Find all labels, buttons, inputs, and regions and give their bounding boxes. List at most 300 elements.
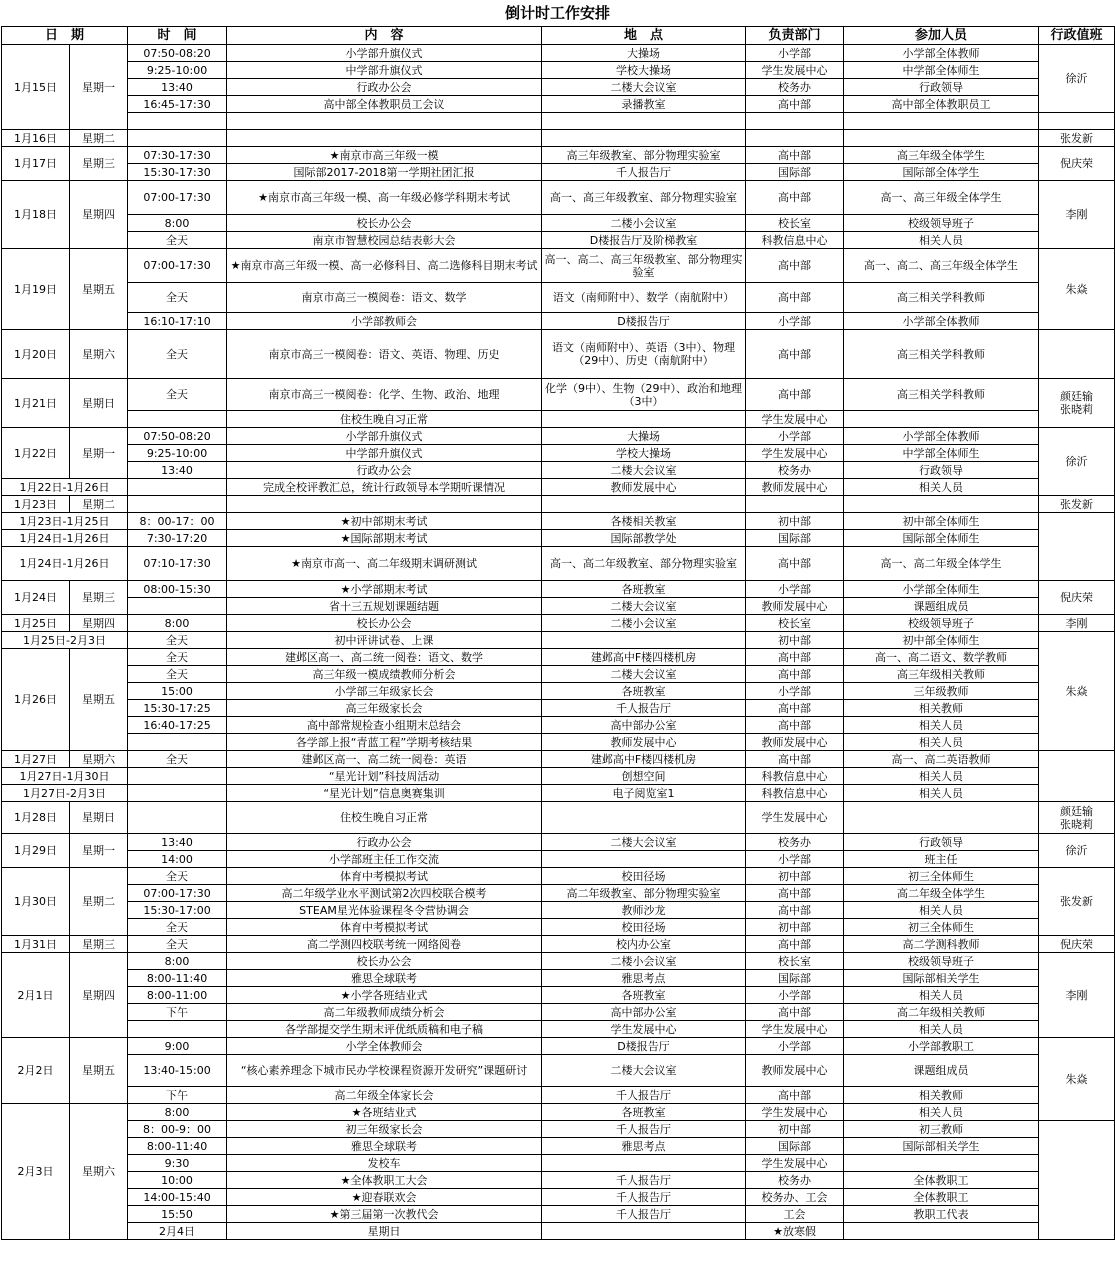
table-cell: 校田径场 (542, 919, 746, 936)
schedule-body (2, 45, 1115, 1240)
table-cell: 初三年级家长会 (227, 1121, 542, 1138)
table-cell (1039, 113, 1115, 130)
table-cell: 星期五 (70, 1038, 128, 1104)
table-cell: 相关人员 (844, 902, 1039, 919)
table-cell: 发校车 (227, 1155, 542, 1172)
table-cell: 初中部 (746, 1121, 844, 1138)
table-cell: 中学部全体师生 (844, 445, 1039, 462)
table-cell: 高中部 (746, 181, 844, 215)
table-cell: 高二年级教室、部分物理实验室 (542, 885, 746, 902)
table-cell: 校级领导班子 (844, 953, 1039, 970)
table-cell: 学生发展中心 (746, 1104, 844, 1121)
table-cell: 星期五 (70, 249, 128, 330)
table-cell: 千人报告厅 (542, 1087, 746, 1104)
table-cell: 8:00-11:40 (128, 970, 227, 987)
table-cell: 高一、高二年级教室、部分物理实验室 (542, 547, 746, 581)
table-cell: 教师发展中心 (746, 598, 844, 615)
table-row (2, 1189, 1115, 1206)
table-row (2, 953, 1115, 970)
table-cell: 国际部 (746, 164, 844, 181)
table-row (2, 411, 1115, 428)
table-row (2, 751, 1115, 768)
table-cell: 初中部 (746, 513, 844, 530)
table-cell: 星期六 (70, 751, 128, 768)
table-cell: 校务办、工会 (746, 1189, 844, 1206)
table-cell: 二楼小会议室 (542, 953, 746, 970)
table-row (2, 215, 1115, 232)
table-cell: 1月17日 (2, 147, 70, 181)
table-cell: 10:00 (128, 1172, 227, 1189)
table-cell (227, 496, 542, 513)
table-row (2, 313, 1115, 330)
table-cell: 中学部升旗仪式 (227, 62, 542, 79)
table-cell: 15:30-17:00 (128, 902, 227, 919)
table-row (2, 330, 1115, 379)
table-row (2, 96, 1115, 113)
table-cell: 7:30-17:20 (128, 530, 227, 547)
table-cell: 高中部 (746, 330, 844, 379)
table-cell (128, 598, 227, 615)
table-cell: 星期一 (70, 834, 128, 868)
header-department: 负责部门 (746, 27, 844, 45)
table-cell: 千人报告厅 (542, 164, 746, 181)
table-cell: 国际部 (746, 1138, 844, 1155)
table-cell: 07:10-17:30 (128, 547, 227, 581)
table-cell: 千人报告厅 (542, 1121, 746, 1138)
table-cell: 教师发展中心 (542, 479, 746, 496)
table-row (2, 700, 1115, 717)
table-cell: 高二学测四校联考统一网络阅卷 (227, 936, 542, 953)
table-cell: 全天 (128, 936, 227, 953)
table-row (2, 970, 1115, 987)
table-cell: 1月24日 (2, 581, 70, 615)
table-cell: 雅思全球联考 (227, 970, 542, 987)
table-cell: 相关人员 (844, 1021, 1039, 1038)
table-cell: 星期四 (70, 181, 128, 249)
table-cell (542, 632, 746, 649)
table-cell: 教师发展中心 (746, 734, 844, 751)
table-cell: 1月23日-1月25日 (2, 513, 128, 530)
table-cell: 学生发展中心 (746, 802, 844, 834)
table-cell: 相关人员 (844, 479, 1039, 496)
table-cell: 校务办 (746, 834, 844, 851)
table-cell: “核心素养理念下城市民办学校课程资源开发研究”课题研讨 (227, 1055, 542, 1087)
table-cell: 星期六 (70, 330, 128, 379)
table-cell: 1月26日 (2, 649, 70, 751)
table-cell: 各班教室 (542, 1104, 746, 1121)
table-cell: 小学部 (746, 428, 844, 445)
table-cell: 9:25-10:00 (128, 445, 227, 462)
table-cell: 高二年级全体家长会 (227, 1087, 542, 1104)
table-cell: 高二年级相关教师 (844, 1004, 1039, 1021)
table-cell: 全天 (128, 283, 227, 313)
table-row (2, 62, 1115, 79)
table-cell: 行政办公会 (227, 462, 542, 479)
table-cell: 校级领导班子 (844, 215, 1039, 232)
table-cell: 国际部 (746, 970, 844, 987)
table-cell: STEAM星光体验课程冬令营协调会 (227, 902, 542, 919)
table-cell: 倪庆荣 (1039, 936, 1115, 953)
table-cell: 高二年级全体学生 (844, 885, 1039, 902)
table-cell: 高二学测科教师 (844, 936, 1039, 953)
table-cell: 相关教师 (844, 700, 1039, 717)
table-cell: 初三教师 (844, 1121, 1039, 1138)
table-cell: 高三年级一模成绩教师分析会 (227, 666, 542, 683)
table-cell: 倪庆荣 (1039, 147, 1115, 181)
table-cell: 各班教室 (542, 581, 746, 598)
table-row (2, 885, 1115, 902)
table-cell: 高中部 (746, 1004, 844, 1021)
table-cell: 各学部提交学生期末评优纸质稿和电子稿 (227, 1021, 542, 1038)
table-cell: 1月22日-1月26日 (2, 479, 128, 496)
table-cell: 07:50-08:20 (128, 45, 227, 62)
table-cell: 全天 (128, 919, 227, 936)
table-cell: 1月25日-2月3日 (2, 632, 128, 649)
table-cell: 07:30-17:30 (128, 147, 227, 164)
table-cell: 相关人员 (844, 1104, 1039, 1121)
table-cell: 1月21日 (2, 379, 70, 428)
table-cell: 高中部 (746, 283, 844, 313)
table-cell: 07:00-17:30 (128, 181, 227, 215)
table-cell: 校长室 (746, 215, 844, 232)
table-row (2, 113, 1115, 130)
table-row (2, 1104, 1115, 1121)
table-cell: 1月27日-1月30日 (2, 768, 128, 785)
table-row (2, 1038, 1115, 1055)
table-cell: 星期六 (70, 1104, 128, 1240)
table-cell: 小学部班主任工作交流 (227, 851, 542, 868)
table-cell: 2月3日 (2, 1104, 70, 1240)
table-cell: 相关人员 (844, 734, 1039, 751)
table-cell: 1月18日 (2, 181, 70, 249)
table-cell: 各班教室 (542, 987, 746, 1004)
table-cell: 国际部相关学生 (844, 970, 1039, 987)
table-row (2, 1206, 1115, 1223)
table-cell: 国际部教学处 (542, 530, 746, 547)
table-cell: 8:00 (128, 215, 227, 232)
table-cell: 初中部全体师生 (844, 632, 1039, 649)
table-cell: 全天 (128, 632, 227, 649)
table-cell: 高一、高二年级全体学生 (844, 547, 1039, 581)
table-cell: 高中部 (746, 96, 844, 113)
table-cell: 全天 (128, 379, 227, 411)
table-cell: 小学部 (746, 1038, 844, 1055)
table-cell: 高三年级教室、部分物理实验室 (542, 147, 746, 164)
table-cell (128, 113, 227, 130)
table-row (2, 666, 1115, 683)
table-cell: 星期日 (70, 802, 128, 834)
table-cell: 小学部 (746, 851, 844, 868)
table-cell: 小学部升旗仪式 (227, 428, 542, 445)
table-cell: 初中部全体师生 (844, 513, 1039, 530)
table-cell: 初中部 (746, 919, 844, 936)
table-cell (844, 411, 1039, 428)
table-cell: 初中评讲试卷、上课 (227, 632, 542, 649)
table-cell: 国际部全体师生 (844, 530, 1039, 547)
table-cell: 星期一 (70, 45, 128, 130)
table-cell: 张发新 (1039, 868, 1115, 936)
table-cell: ★南京市高三年级一模、高一必修科目、高二选修科目期末考试 (227, 249, 542, 283)
table-row (2, 598, 1115, 615)
table-cell: 下午 (128, 1087, 227, 1104)
table-cell (128, 496, 227, 513)
table-cell: 15:30-17:30 (128, 164, 227, 181)
table-row (2, 428, 1115, 445)
table-cell: 高中部 (746, 751, 844, 768)
table-cell: 大操场 (542, 45, 746, 62)
table-cell: 工会 (746, 1206, 844, 1223)
table-cell: 1月24日-1月26日 (2, 547, 128, 581)
table-cell: 徐沂 (1039, 834, 1115, 868)
table-cell: 教师沙龙 (542, 902, 746, 919)
table-cell: 李刚 (1039, 181, 1115, 249)
table-cell: 二楼大会议室 (542, 1055, 746, 1087)
table-cell (128, 785, 227, 802)
table-cell: 星期日 (227, 1223, 542, 1240)
table-cell: 初中部 (746, 868, 844, 885)
table-cell: 省十三五规划课题结题 (227, 598, 542, 615)
table-cell: 高中部 (746, 249, 844, 283)
table-cell: 高中部 (746, 666, 844, 683)
table-row (2, 513, 1115, 530)
table-cell: 小学部全体教师 (844, 313, 1039, 330)
table-row (2, 717, 1115, 734)
table-row (2, 851, 1115, 868)
table-cell: 星期二 (70, 130, 128, 147)
table-cell (844, 113, 1039, 130)
table-cell (128, 411, 227, 428)
table-cell: 国际部相关学生 (844, 1138, 1039, 1155)
table-cell: 1月23日 (2, 496, 70, 513)
table-cell: 相关人员 (844, 717, 1039, 734)
table-cell: 13:40 (128, 79, 227, 96)
table-cell: 全体教职工 (844, 1189, 1039, 1206)
table-cell: 学生发展中心 (746, 62, 844, 79)
table-cell: 语文（南师附中）、数学（南航附中） (542, 283, 746, 313)
table-cell: ★初中部期末考试 (227, 513, 542, 530)
table-cell: D楼报告厅 (542, 1038, 746, 1055)
table-cell: 星期三 (70, 581, 128, 615)
table-row (2, 919, 1115, 936)
table-cell: 颜廷输 张晓莉 (1039, 379, 1115, 428)
table-cell: 16:10-17:10 (128, 313, 227, 330)
table-cell: 初三全体师生 (844, 919, 1039, 936)
table-cell: 1月20日 (2, 330, 70, 379)
table-cell: 小学部 (746, 683, 844, 700)
table-cell (542, 411, 746, 428)
table-cell (542, 130, 746, 147)
table-cell: 二楼大会议室 (542, 598, 746, 615)
table-cell: 16:45-17:30 (128, 96, 227, 113)
table-cell (844, 130, 1039, 147)
table-cell: 中学部全体师生 (844, 62, 1039, 79)
table-cell: 高中部 (746, 379, 844, 411)
table-cell: 全天 (128, 868, 227, 885)
table-row (2, 581, 1115, 598)
table-cell: 1月27日-2月3日 (2, 785, 128, 802)
table-cell (844, 496, 1039, 513)
table-row (2, 868, 1115, 885)
table-cell: ★国际部期末考试 (227, 530, 542, 547)
table-cell: 三年级教师 (844, 683, 1039, 700)
table-cell: 建邺区高一、高二统一阅卷：语文、数学 (227, 649, 542, 666)
table-row (2, 1138, 1115, 1155)
table-cell (1039, 330, 1115, 379)
table-cell: 朱焱 (1039, 1038, 1115, 1121)
table-cell: 高二年级学业水平测试第2次四校联合模考 (227, 885, 542, 902)
table-cell: ★放寒假 (746, 1223, 844, 1240)
table-cell: 相关人员 (844, 987, 1039, 1004)
table-row (2, 1155, 1115, 1172)
table-cell: 8:00 (128, 615, 227, 632)
table-row (2, 547, 1115, 581)
table-cell: 校内办公室 (542, 936, 746, 953)
table-cell: 国际部 (746, 530, 844, 547)
table-cell: D楼报告厅及阶梯教室 (542, 232, 746, 249)
table-cell: 1月30日 (2, 868, 70, 936)
table-cell: 星期二 (70, 868, 128, 936)
table-cell: 行政办公会 (227, 79, 542, 96)
table-cell: 学生发展中心 (746, 1021, 844, 1038)
table-cell (1039, 751, 1115, 802)
table-cell: 1月15日 (2, 45, 70, 130)
table-cell: 1月22日 (2, 428, 70, 479)
schedule-table (1, 26, 1115, 1240)
table-cell: 校务办 (746, 1172, 844, 1189)
table-cell: 住校生晚自习正常 (227, 411, 542, 428)
table-cell: 倪庆荣 (1039, 581, 1115, 615)
table-cell: 高一、高二、高三年级教室、部分物理实验室 (542, 249, 746, 283)
table-cell: 13:40 (128, 462, 227, 479)
table-row (2, 834, 1115, 851)
table-row (2, 283, 1115, 313)
table-row (2, 936, 1115, 953)
table-cell: 雅思全球联考 (227, 1138, 542, 1155)
table-cell: 星期四 (70, 615, 128, 632)
table-cell (227, 130, 542, 147)
table-cell: 徐沂 (1039, 428, 1115, 496)
table-cell: 高中部 (746, 1087, 844, 1104)
table-cell: 初三全体师生 (844, 868, 1039, 885)
table-cell (542, 851, 746, 868)
table-cell: 学生发展中心 (746, 1155, 844, 1172)
table-cell (844, 1223, 1039, 1240)
table-cell: 学生发展中心 (746, 411, 844, 428)
table-cell: 9:25-10:00 (128, 62, 227, 79)
table-row (2, 530, 1115, 547)
table-row (2, 181, 1115, 215)
table-cell: 学生发展中心 (542, 1021, 746, 1038)
table-cell: “星光计划”信息奥赛集训 (227, 785, 542, 802)
table-cell: 8：00-9：00 (128, 1121, 227, 1138)
table-cell: 化学（9中）、生物（29中）、政治和地理（3中） (542, 379, 746, 411)
table-cell: 高一、高三年级全体学生 (844, 181, 1039, 215)
table-row (2, 1121, 1115, 1138)
table-row (2, 632, 1115, 649)
table-cell: 15:50 (128, 1206, 227, 1223)
table-cell: 全天 (128, 330, 227, 379)
table-cell: 二楼小会议室 (542, 615, 746, 632)
table-cell: 07:00-17:30 (128, 885, 227, 902)
table-cell: 南京市智慧校园总结表彰大会 (227, 232, 542, 249)
table-cell: 颜廷输 张晓莉 (1039, 802, 1115, 834)
table-row (2, 987, 1115, 1004)
table-row (2, 902, 1115, 919)
table-cell: 1月29日 (2, 834, 70, 868)
table-row (2, 1172, 1115, 1189)
table-cell: 科教信息中心 (746, 785, 844, 802)
table-cell: 校务办 (746, 462, 844, 479)
table-cell: 15:30-17:25 (128, 700, 227, 717)
table-cell: ★南京市高一、高二年级期末调研测试 (227, 547, 542, 581)
table-row (2, 615, 1115, 632)
table-cell: 1月19日 (2, 249, 70, 330)
table-cell: 小学部全体教师 (844, 45, 1039, 62)
table-cell: 完成全校评教汇总，统计行政领导本学期听课情况 (227, 479, 542, 496)
table-cell: 相关人员 (844, 232, 1039, 249)
table-cell: 2月2日 (2, 1038, 70, 1104)
header-duty: 行政值班 (1039, 27, 1115, 45)
table-cell: 高三相关学科教师 (844, 283, 1039, 313)
table-cell: 15:00 (128, 683, 227, 700)
table-cell (128, 130, 227, 147)
table-cell: 下午 (128, 1004, 227, 1021)
table-cell: 徐沂 (1039, 45, 1115, 113)
table-cell: 小学部全体师生 (844, 581, 1039, 598)
header-row (2, 27, 1115, 45)
table-cell: 星期四 (70, 953, 128, 1038)
table-cell: 校级领导班子 (844, 615, 1039, 632)
table-cell: 高三年级家长会 (227, 700, 542, 717)
table-cell: 录播教室 (542, 96, 746, 113)
table-cell: 14:00-15:40 (128, 1189, 227, 1206)
table-cell: 二楼大会议室 (542, 666, 746, 683)
table-cell (746, 113, 844, 130)
table-cell: 星期三 (70, 936, 128, 953)
table-cell: 国际部全体学生 (844, 164, 1039, 181)
table-cell: 小学部 (746, 313, 844, 330)
table-row (2, 249, 1115, 283)
table-cell: 初中部 (746, 632, 844, 649)
table-cell: 小学部 (746, 987, 844, 1004)
table-cell: 1月16日 (2, 130, 70, 147)
table-cell: 学生发展中心 (746, 445, 844, 462)
table-cell: 高一、高三年级教室、部分物理实验室 (542, 181, 746, 215)
table-cell: 校长办公会 (227, 215, 542, 232)
table-cell: 小学全体教师会 (227, 1038, 542, 1055)
table-cell: 高中部办公室 (542, 1004, 746, 1021)
table-row (2, 1055, 1115, 1087)
table-cell: ★各班结业式 (227, 1104, 542, 1121)
table-cell: 8：00-17：00 (128, 513, 227, 530)
table-cell: 南京市高三一模阅卷：化学、生物、政治、地理 (227, 379, 542, 411)
table-cell: ★小学部期末考试 (227, 581, 542, 598)
table-cell: 高三相关学科教师 (844, 330, 1039, 379)
table-cell: 1月27日 (2, 751, 70, 768)
table-row (2, 734, 1115, 751)
table-cell: 千人报告厅 (542, 1206, 746, 1223)
table-row (2, 147, 1115, 164)
table-cell: 大操场 (542, 428, 746, 445)
table-cell: “星光计划”科技周活动 (227, 768, 542, 785)
table-cell: 二楼小会议室 (542, 215, 746, 232)
table-cell: 小学部三年级家长会 (227, 683, 542, 700)
table-row (2, 785, 1115, 802)
table-cell (128, 1021, 227, 1038)
table-cell: 校长室 (746, 953, 844, 970)
table-row (2, 45, 1115, 62)
table-cell: 李刚 (1039, 615, 1115, 632)
